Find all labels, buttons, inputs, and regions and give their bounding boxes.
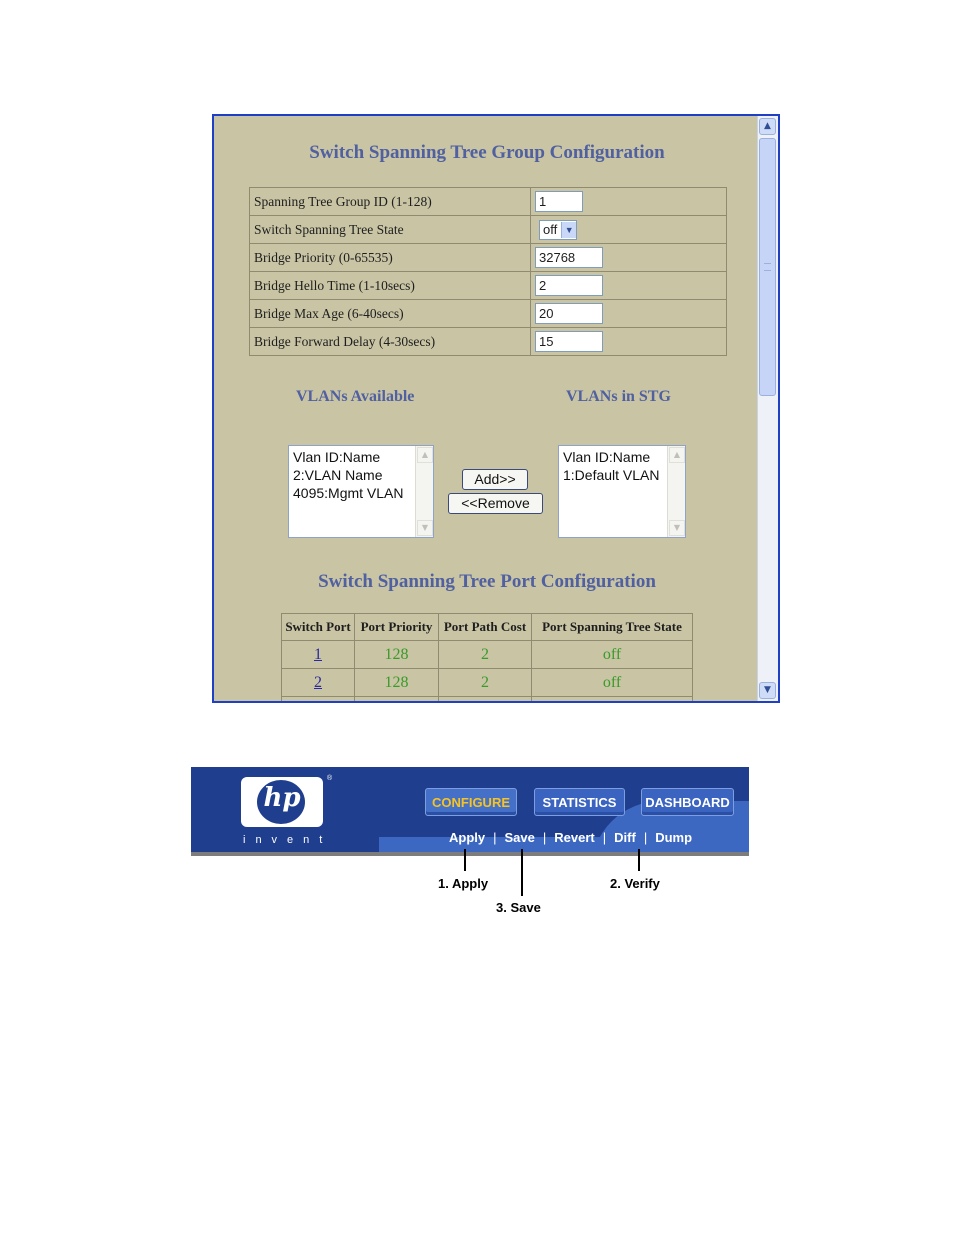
remove-vlan-button[interactable]: <<Remove <box>448 493 543 514</box>
column-header: Port Priority <box>355 614 439 641</box>
page-title: Switch Spanning Tree Group Configuration <box>309 142 665 163</box>
tab-dashboard[interactable]: DASHBOARD <box>641 788 734 816</box>
forward-delay-input[interactable]: 15 <box>535 331 603 352</box>
max-age-input[interactable]: 20 <box>535 303 603 324</box>
grip-icon <box>764 263 771 271</box>
tab-statistics[interactable]: STATISTICS <box>534 788 625 816</box>
field-cell <box>531 328 727 356</box>
state-cell: off <box>532 641 693 669</box>
path-cost-cell: 2 <box>439 669 532 697</box>
field-cell <box>531 244 727 272</box>
revert-link[interactable]: Revert <box>554 830 595 845</box>
list-item[interactable]: Vlan ID:Name <box>293 449 381 465</box>
diff-link[interactable]: Diff <box>614 830 636 845</box>
list-items <box>563 448 660 484</box>
stg-state-value: off <box>543 221 558 237</box>
column-header: Port Path Cost <box>439 614 532 641</box>
list-scrollbar[interactable] <box>667 446 685 537</box>
field-cell <box>531 272 727 300</box>
config-row <box>250 328 727 356</box>
path-cost-cell: 2 <box>439 641 532 669</box>
scroll-down-icon[interactable]: ▼ <box>759 682 776 699</box>
field-cell <box>531 300 727 328</box>
save-link[interactable]: Save <box>504 830 535 845</box>
list-item[interactable]: 1:Default VLAN <box>563 467 660 483</box>
column-header: Switch Port <box>282 614 355 641</box>
chevron-down-icon[interactable]: ▼ <box>417 520 433 536</box>
table-header-row <box>282 614 693 641</box>
stg-config-page <box>214 116 760 701</box>
field-label: Bridge Max Age (6-40secs) <box>250 300 531 328</box>
scroll-thumb[interactable] <box>759 138 776 396</box>
list-scrollbar[interactable] <box>415 446 433 537</box>
vlans-available-list[interactable] <box>288 445 434 538</box>
separator: | <box>493 830 497 845</box>
list-item[interactable]: 4095:Mgmt VLAN <box>293 485 404 501</box>
dump-link[interactable]: Dump <box>655 830 693 845</box>
chevron-up-icon[interactable]: ▲ <box>417 447 433 463</box>
vlans-in-stg-heading: VLANs in STG <box>566 388 671 405</box>
state-cell: off <box>532 669 693 697</box>
field-cell <box>531 216 727 244</box>
chevron-down-icon[interactable]: ▼ <box>669 520 685 536</box>
state-cell <box>532 697 693 704</box>
vlans-available-heading: VLANs Available <box>296 388 415 405</box>
port-config-table <box>281 613 693 703</box>
browser-frame <box>212 114 780 703</box>
field-label: Switch Spanning Tree State <box>250 216 531 244</box>
table-row <box>282 641 693 669</box>
chevron-up-icon[interactable]: ▲ <box>669 447 685 463</box>
priority-cell <box>355 697 439 704</box>
stg-config-table <box>249 187 727 356</box>
registered-mark: ® <box>327 775 333 782</box>
bridge-priority-input[interactable]: 32768 <box>535 247 603 268</box>
tab-configure[interactable]: CONFIGURE <box>425 788 517 816</box>
add-vlan-button[interactable]: Add>> <box>462 469 528 490</box>
port-cell <box>282 641 355 669</box>
hp-logo <box>241 777 323 827</box>
list-items <box>293 448 404 502</box>
field-label: Bridge Forward Delay (4-30secs) <box>250 328 531 356</box>
port-config-title: Switch Spanning Tree Port Configuration <box>318 571 656 592</box>
page-scrollbar[interactable] <box>757 116 778 701</box>
field-label: Bridge Hello Time (1-10secs) <box>250 272 531 300</box>
field-label: Spanning Tree Group ID (1-128) <box>250 188 531 216</box>
port-cell <box>282 697 355 704</box>
separator: | <box>643 830 648 845</box>
column-header: Port Spanning Tree State <box>532 614 693 641</box>
table-row <box>282 669 693 697</box>
field-cell <box>531 188 727 216</box>
scroll-up-icon[interactable]: ▲ <box>759 118 776 135</box>
stg-id-input[interactable]: 1 <box>535 191 583 212</box>
action-bar <box>449 830 692 845</box>
banner-divider <box>191 852 749 856</box>
list-item[interactable]: Vlan ID:Name <box>563 449 651 465</box>
verify-callout: 2. Verify <box>610 876 660 891</box>
chevron-down-icon[interactable]: ▼ <box>561 222 576 238</box>
apply-link[interactable]: Apply <box>449 830 486 845</box>
save-callout: 3. Save <box>496 900 541 915</box>
hello-time-input[interactable]: 2 <box>535 275 603 296</box>
save-callout-line <box>521 849 523 896</box>
stg-state-select[interactable] <box>539 220 577 240</box>
config-row <box>250 244 727 272</box>
priority-cell: 128 <box>355 641 439 669</box>
vlans-in-stg-list[interactable] <box>558 445 686 538</box>
table-row <box>282 697 693 704</box>
config-row <box>250 188 727 216</box>
field-label: Bridge Priority (0-65535) <box>250 244 531 272</box>
config-row <box>250 300 727 328</box>
port-cell <box>282 669 355 697</box>
tagline: invent <box>243 834 333 846</box>
config-row <box>250 272 727 300</box>
apply-callout: 1. Apply <box>438 876 489 891</box>
path-cost-cell <box>439 697 532 704</box>
priority-cell: 128 <box>355 669 439 697</box>
config-row <box>250 216 727 244</box>
verify-callout-line <box>638 849 640 871</box>
separator: | <box>542 830 547 845</box>
port-link[interactable]: 2 <box>314 673 322 691</box>
port-link[interactable]: 1 <box>314 645 322 663</box>
logo-text: hp <box>263 783 301 813</box>
apply-callout-line <box>464 849 466 871</box>
nav-banner <box>191 767 749 856</box>
list-item[interactable]: 2:VLAN Name <box>293 467 383 483</box>
separator: | <box>602 830 607 845</box>
